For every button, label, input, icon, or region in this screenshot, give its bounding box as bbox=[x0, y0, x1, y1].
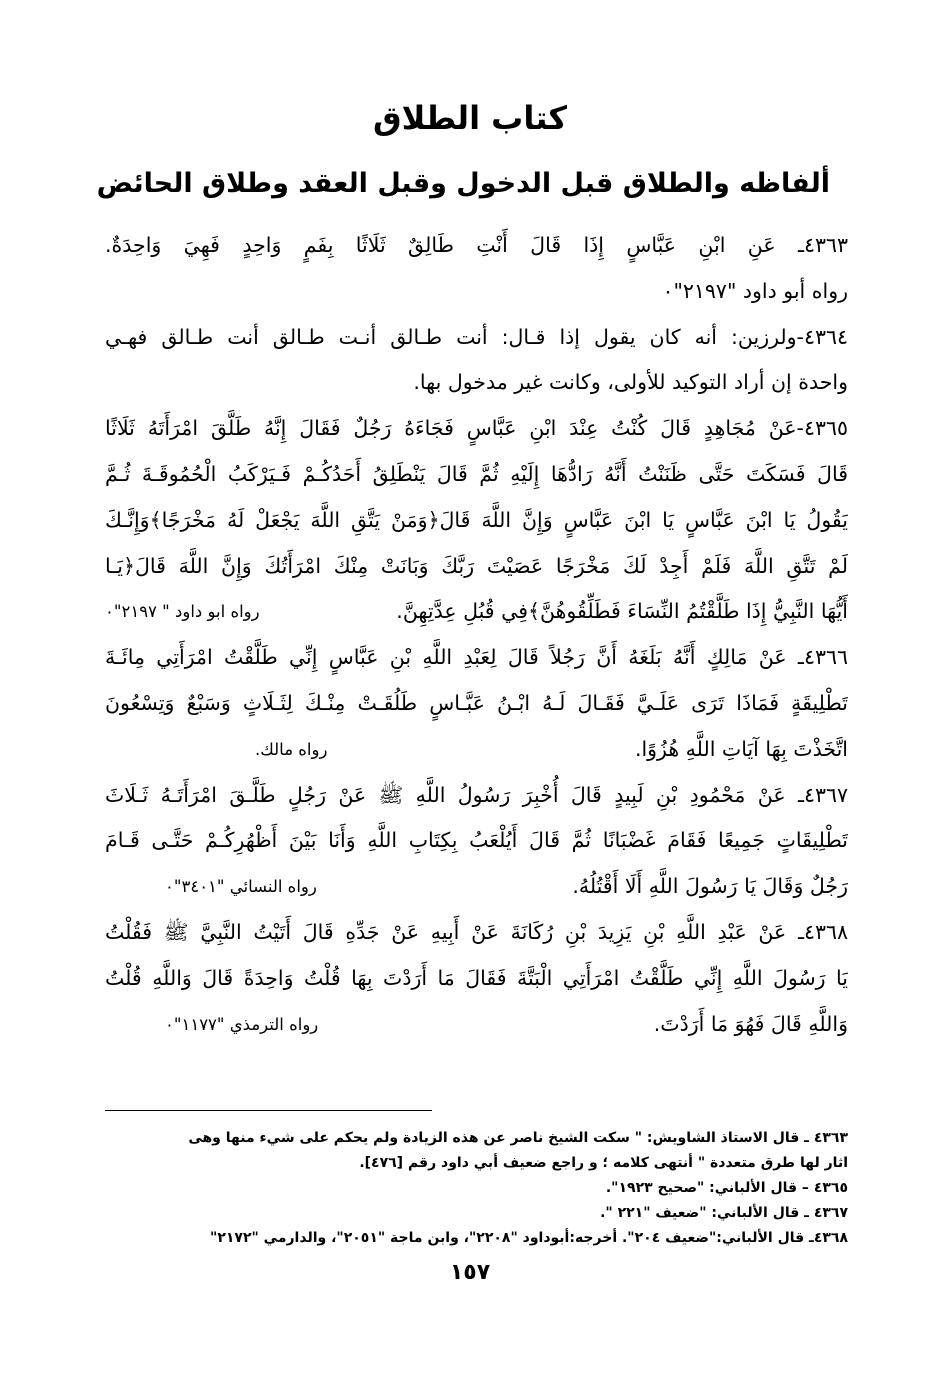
narrator-note: رواه الترمذي "١١٧٧"٠ bbox=[165, 1014, 319, 1034]
text-line: ٤٣٦٦ـ عَنْ مَالِكٍ أَنَّهُ بَلَغَهُ أَنَّ رَجُلاً قَالَ لِعَبْدِ اللَّهِ بْنِ عَبَّاسٍ إِنِّي طَلَّقْتُ امْرَأَتِي مِائَـةَ bbox=[105, 645, 848, 670]
text-line: واحدة إن أراد التوكيد للأولى، وكانت غير مدخول بها. bbox=[413, 370, 848, 395]
footnote: ٤٣٦٣ ـ قال الاستاذ الشاويش: " سكت الشيخ ناصر عن هذه الزيادة ولم يحكم على شيء منها وهى bbox=[188, 1130, 848, 1146]
footnote: ٤٣٦٨ـ قال الألباني:"ضعيف ٢٠٤". أخرجه:أبوداود "٢٢٠٨"، وابن ماجة "٢٠٥١"، والدارمي "٢١٧٢" bbox=[210, 1230, 848, 1246]
footnote: اثار لها طرق متعددة " أنتهى كلامه ؛ و راجع ضعيف أبي داود رقم [٤٧٦]. bbox=[359, 1155, 848, 1171]
page-number: ١٥٧ bbox=[449, 1260, 491, 1285]
narrator-note: رواه أبو داود "٢١٩٧"٠ bbox=[662, 278, 848, 303]
text-line: رواه النسائي "٣٤٠١"٠ رَجُلٌ وَقَالَ يَا رَسُولَ اللَّهِ أَلَا أَقْتُلُهُ. bbox=[105, 864, 848, 910]
text-line bbox=[105, 269, 848, 315]
text-line: يَا رَسُولَ اللَّهِ إِنِّي طَلَّقْتُ امْرَأَتِي الْبَتَّةَ فَقَالَ مَا أَرَدْتَ بِهَا قُلْتُ وَاحِدَةً قَالَ وَاللَّهِ قُلْتُ bbox=[105, 965, 848, 990]
text-line: رواه الترمذي "١١٧٧"٠ وَاللَّهِ قَالَ فَهُوَ مَا أَرَدْتَ. bbox=[105, 1002, 848, 1048]
footnotes bbox=[130, 1126, 848, 1251]
narrator-note: رواه ابو داود " ٢١٩٧"٠ bbox=[105, 602, 260, 622]
text-line: قَالَ فَسَكَتَ حَتَّى ظَنَنْتُ أَنَّهُ رَادُّهَا إِلَيْهِ ثُمَّ قَالَ يَنْطَلِقُ أَحَدُكُـمْ فَـيَرْكَبُ الْحُمُوقَـةَ ثُـمَّ bbox=[105, 461, 848, 486]
text-line: يَقُولُ يَا ابْنَ عَبَّاسٍ يَا ابْنَ عَبَّاسٍ وَإِنَّ اللَّهَ قَالَ﴿وَمَنْ يَتَّقِ اللَّهَ يَجْعَلْ لَهُ مَخْرَجًا﴾وَإِنَّـكَ bbox=[105, 507, 848, 532]
text-line: تَطْلِيقَةٍ فَمَاذَا تَرَى عَلَـيَّ فَقَـالَ لَـهُ ابْـنُ عَبَّـاسٍ طَلُقَـتْ مِنْـكَ لِثَـلَاثٍ وَسَبْعٌ وَتِسْعُونَ bbox=[105, 690, 848, 715]
chapter-title: كتاب الطلاق bbox=[372, 99, 568, 137]
text-line: رواه مالك. اتَّخَذْتَ بِهَا آيَاتِ اللَّهِ هُزُوًا. bbox=[105, 727, 848, 773]
hadith-body bbox=[105, 223, 848, 1047]
text-line: ٤٣٦٧ـ عَنْ مَحْمُودِ بْنِ لَبِيدٍ قَالَ أُخْبِرَ رَسُولُ اللَّهِ ﷺ عَنْ رَجُلٍ طَلَّـقَ امْرَأَتَـهُ ثَـلَاثَ bbox=[105, 782, 848, 807]
text-line: لَمْ تَتَّقِ اللَّهَ فَلَمْ أَجِدْ لَكَ مَخْرَجًا عَصَيْتَ رَبَّكَ وَبَانَتْ مِنْكَ امْرَأَتُكَ وَإِنَّ اللَّهَ قَالَ﴿يَـا bbox=[105, 553, 848, 578]
text-line: رواه ابو داود " ٢١٩٧"٠ أَيُّهَا النَّبِيُّ إِذَا طَلَّقْتُمُ النِّسَاءَ فَطَلِّقُوهُنَّ﴾فِي قُبُلِ عِدَّتِهِنَّ. bbox=[105, 589, 848, 635]
footnote-divider bbox=[105, 1110, 432, 1111]
footnote: ٤٣٦٥ – قال الألباني: "صحيح ١٩٢٣". bbox=[605, 1180, 848, 1196]
text-line: ٤٣٦٥-عَنْ مُجَاهِدٍ قَالَ كُنْتُ عِنْدَ ابْنِ عَبَّاسٍ فَجَاءَهُ رَجُلٌ فَقَالَ إِنَّهُ طَلَّقَ امْرَأَتَهُ ثَلَاثًا bbox=[105, 416, 848, 441]
text-line: ٤٣٦٣ـ عَنِ ابْنِ عَبَّاسٍ إِذَا قَالَ أَنْتِ طَالِقٌ ثَلَاثًا بِفَمٍ وَاحِدٍ فَهِيَ وَاحِدَةٌ. bbox=[105, 233, 848, 257]
text-line: تَطْلِيقَاتٍ جَمِيعًا فَقَامَ غَضْبَانًا ثُمَّ قَالَ أَيُلْعَبُ بِكِتَابِ اللَّهِ وَأَنَا بَيْنَ أَظْهُرِكُـمْ حَتَّـى قَـامَ bbox=[105, 828, 848, 853]
text-line: ٤٣٦٨ـ عَنْ عَبْدِ اللَّهِ بْنِ يَزِيدَ بْنِ رُكَانَةَ عَنْ أَبِيهِ عَنْ جَدِّهِ قَالَ أَتَيْتُ النَّبِيَّ ﷺ فَقُلْتُ bbox=[105, 919, 848, 944]
section-subtitle: ألفاظه والطلاق قبل الدخول وقبل العقد وطلاق الحائض bbox=[96, 168, 830, 199]
text-line: ٤٣٦٤-ولرزين: أنه كان يقول إذا قـال: أنت طـالق أنـت طـالق أنت طـالق فهـي bbox=[105, 324, 848, 349]
narrator-note: رواه النسائي "٣٤٠١"٠ bbox=[165, 877, 317, 897]
footnote: ٤٣٦٧ ـ قال الألباني: "ضعيف "٢٢١ ". bbox=[600, 1205, 848, 1221]
narrator-note: رواه مالك. bbox=[255, 739, 328, 759]
